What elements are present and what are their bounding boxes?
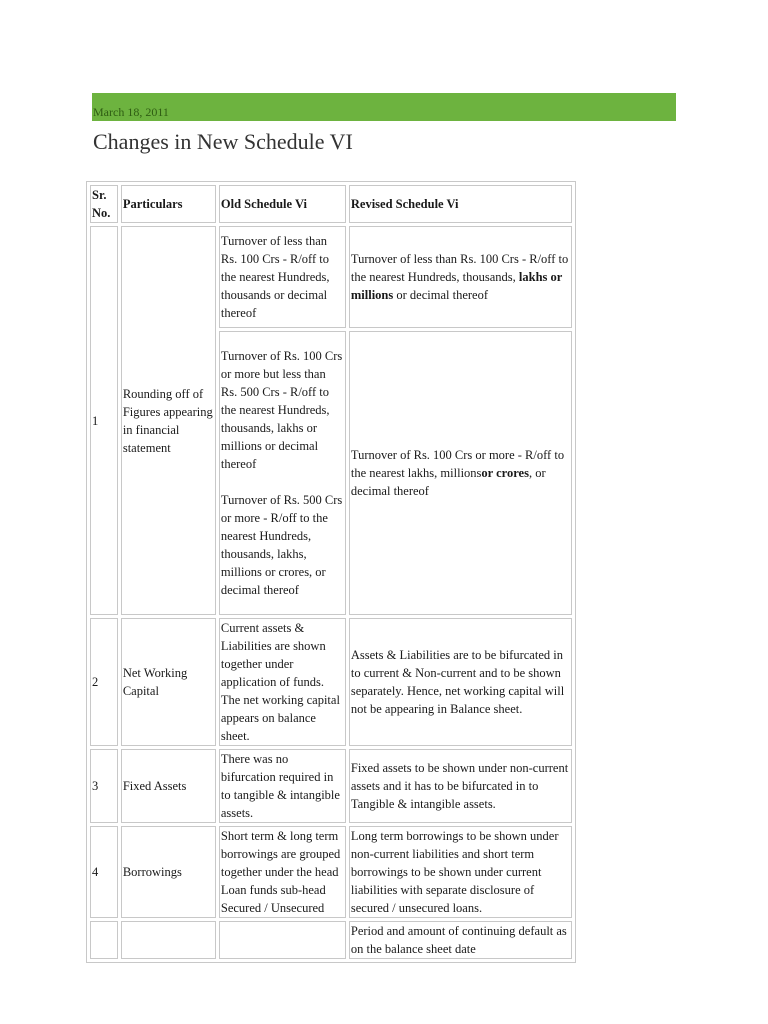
revised-schedule-cell: Assets & Liabilities are to be bifurcated in to current & Non-current and to be shown separately. Hence, net working capital will not be appearing in Balance sheet. xyxy=(349,618,572,746)
revised-text: Turnover of Rs. 100 Crs or more - R/off to the nearest lakhs, millions xyxy=(350,448,565,480)
sr-no-cell: 1 xyxy=(90,226,118,615)
revised-schedule-cell: Fixed assets to be shown under non-current assets and it has to be bifurcated in to Tangible & intangible assets. xyxy=(349,749,572,823)
revised-bold-text: lakhs or millions xyxy=(350,270,563,302)
particulars-cell: Net Working Capital xyxy=(121,618,216,746)
table-row xyxy=(90,921,572,959)
revised-schedule-cell xyxy=(349,331,572,615)
revised-schedule-cell: Period and amount of continuing default as on the balance sheet date xyxy=(349,921,572,959)
revised-schedule-cell: Long term borrowings to be shown under non-current liabilities and short term borrowings to be shown under current liabilities with separate disclosure of secured / unsecured loans. xyxy=(349,826,572,918)
header-old-schedule: Old Schedule Vi xyxy=(219,185,346,223)
schedule-comparison-table xyxy=(86,181,576,963)
table-row xyxy=(90,826,572,918)
revised-text: Turnover of less than Rs. 100 Crs - R/off to the nearest Hundreds, thousands, xyxy=(350,252,569,284)
old-schedule-paragraph: Turnover of Rs. 100 Crs or more but less than Rs. 500 Crs - R/off to the nearest Hundreds, thousands, lakhs or millions or decimal thereof xyxy=(220,349,343,471)
header-revised-schedule: Revised Schedule Vi xyxy=(349,185,572,223)
post-date: March 18, 2011 xyxy=(93,105,169,119)
old-schedule-cell xyxy=(219,331,346,615)
header-particulars: Particulars xyxy=(121,185,216,223)
revised-text: or decimal thereof xyxy=(393,288,488,302)
table-row xyxy=(90,618,572,746)
particulars-cell xyxy=(121,921,216,959)
old-schedule-cell: Turnover of less than Rs. 100 Crs - R/off to the nearest Hundreds, thousands or decimal thereof xyxy=(219,226,346,328)
table-row xyxy=(90,749,572,823)
revised-text: , or decimal thereof xyxy=(350,466,546,498)
old-schedule-paragraph: Turnover of Rs. 500 Crs or more - R/off to the nearest Hundreds, thousands, lakhs, millions or crores, or decimal thereof xyxy=(220,493,343,597)
table-header-row xyxy=(90,185,572,223)
sr-no-cell: 2 xyxy=(90,618,118,746)
sr-no-cell xyxy=(90,921,118,959)
particulars-cell: Borrowings xyxy=(121,826,216,918)
particulars-cell: Fixed Assets xyxy=(121,749,216,823)
revised-schedule-cell xyxy=(349,226,572,328)
header-sr-no: Sr. No. xyxy=(90,185,118,223)
old-schedule-cell: Current assets & Liabilities are shown together under application of funds. The net working capital appears on balance sheet. xyxy=(219,618,346,746)
particulars-cell: Rounding off of Figures appearing in financial statement xyxy=(121,226,216,615)
sr-no-cell: 4 xyxy=(90,826,118,918)
revised-bold-text: or crores xyxy=(481,466,529,480)
old-schedule-cell: Short term & long term borrowings are grouped together under the head Loan funds sub-head Secured / Unsecured xyxy=(219,826,346,918)
table-row xyxy=(90,226,572,328)
old-schedule-cell xyxy=(219,921,346,959)
post-title: Changes in New Schedule VI xyxy=(93,129,353,154)
sr-no-cell: 3 xyxy=(90,749,118,823)
paragraph-gap xyxy=(221,473,344,491)
old-schedule-cell: There was no bifurcation required in to tangible & intangible assets. xyxy=(219,749,346,823)
date-header-bar xyxy=(92,93,676,121)
